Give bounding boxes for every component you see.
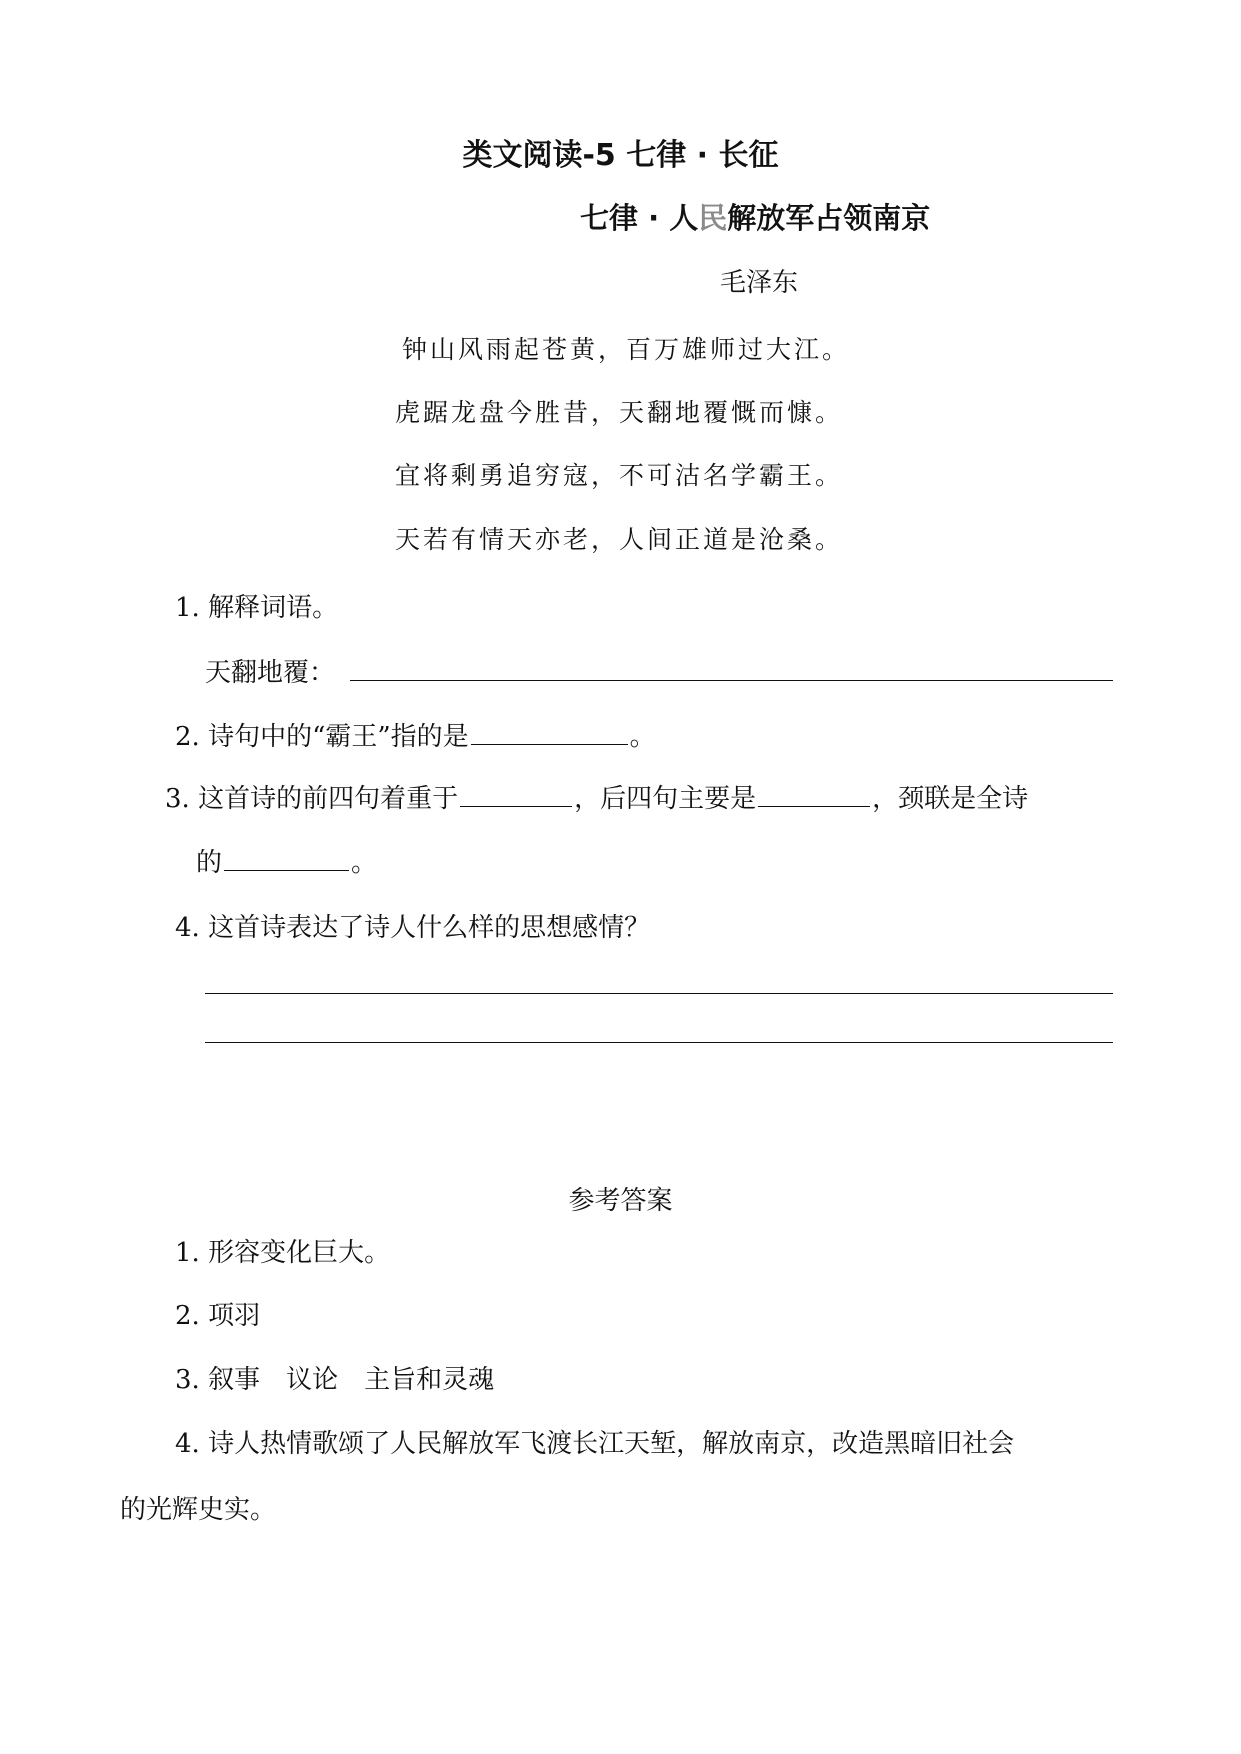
question-3-suffix: 。 <box>351 848 378 878</box>
poem-line-3: 宜将剩勇追穷寇，不可沽名学霸王。 <box>395 461 844 490</box>
answer-blank-q3-c[interactable] <box>224 869 349 871</box>
question-3-mid2: ，颈联是全诗 <box>872 784 1029 814</box>
poem-title <box>580 196 930 237</box>
poem-title-part1: 七律 · 人 <box>580 201 699 235</box>
question-1: 1. 解释词语。 <box>175 593 339 623</box>
question-1-term: 天翻地覆： <box>205 658 336 688</box>
question-3-cont: 的 <box>196 848 223 878</box>
answer-blank-q3-b[interactable] <box>758 805 870 807</box>
answer-blank-q2[interactable] <box>471 743 628 745</box>
question-3-continued <box>196 842 377 879</box>
question-2-suffix: 。 <box>629 722 656 752</box>
answer-3: 3. 叙事 议论 主旨和灵魂 <box>175 1365 495 1395</box>
answer-blank-q3-a[interactable] <box>460 805 572 807</box>
poem-line-1: 钟山风雨起苍黄，百万雄师过大江。 <box>402 335 851 364</box>
answer-1: 1. 形容变化巨大。 <box>175 1238 391 1268</box>
question-4: 4. 这首诗表达了诗人什么样的思想感情？ <box>175 913 651 943</box>
document-title: 类文阅读-5 七律 · 长征 <box>462 138 779 173</box>
poem-title-highlight: 民 <box>698 201 728 235</box>
answer-line-q4-2[interactable] <box>205 1042 1113 1043</box>
poem-author: 毛泽东 <box>720 268 799 298</box>
question-2-prefix: 2. 诗句中的“霸王”指的是 <box>175 722 469 752</box>
answer-2: 2. 项羽 <box>175 1301 261 1331</box>
poem-title-part2: 解放军占领南京 <box>727 201 931 235</box>
answer-4-line-2: 的光辉史实。 <box>120 1495 277 1525</box>
question-3 <box>165 778 1028 815</box>
question-2 <box>175 716 656 753</box>
answer-key-title: 参考答案 <box>568 1186 673 1216</box>
question-3-mid1: ，后四句主要是 <box>574 784 757 814</box>
poem-line-2: 虎踞龙盘今胜昔，天翻地覆慨而慷。 <box>395 398 844 427</box>
answer-4-line-1: 4. 诗人热情歌颂了人民解放军飞渡长江天堑，解放南京，改造黑暗旧社会 <box>175 1429 1015 1459</box>
answer-line-q4-1[interactable] <box>205 993 1113 994</box>
poem-line-4: 天若有情天亦老，人间正道是沧桑。 <box>395 525 844 554</box>
answer-blank-q1[interactable] <box>350 680 1113 681</box>
question-3-prefix: 3. 这首诗的前四句着重于 <box>165 784 459 814</box>
